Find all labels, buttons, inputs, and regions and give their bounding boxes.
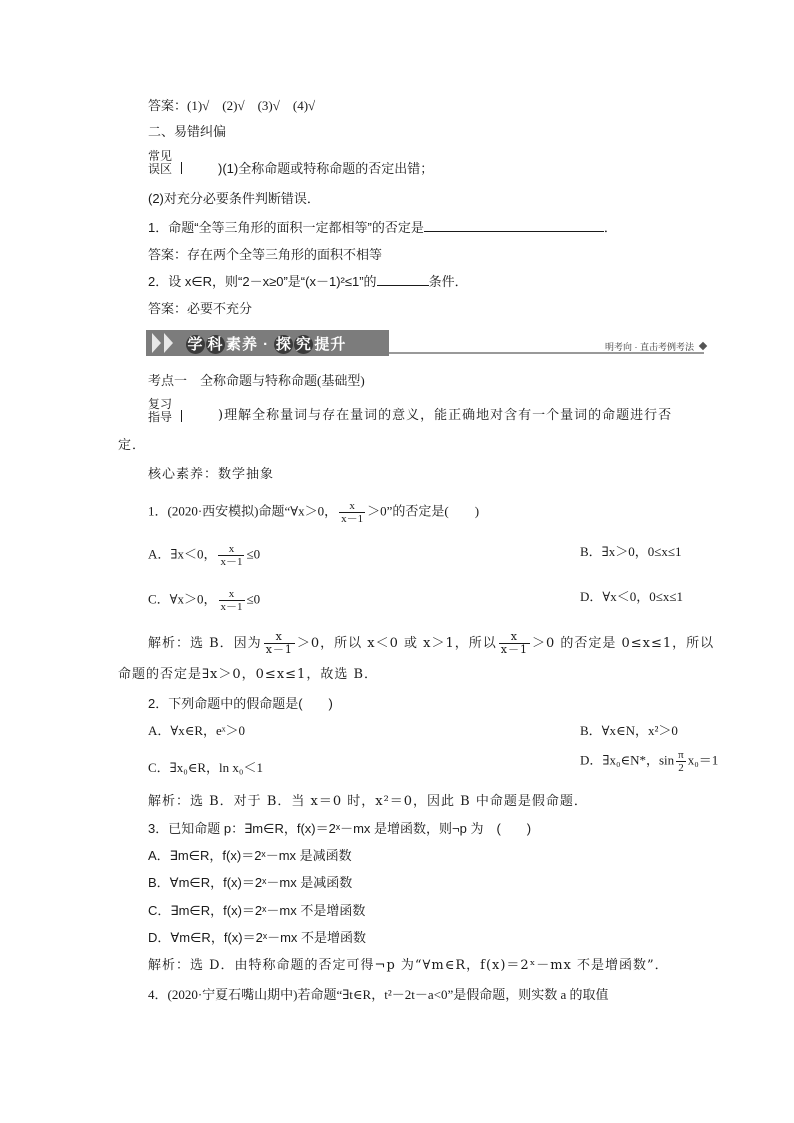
question-2-text: 2．设 x∈R，则“2－x≥0”是“(x－1)²≤1”的: [148, 274, 377, 289]
question-2-answer: 答案：必要不充分: [148, 301, 253, 316]
core-literacy: 核心素养：数学抽象: [148, 467, 275, 482]
answer-line: 答案：(1)√ (2)√ (3)√ (4)√: [148, 98, 316, 113]
question-2-end: 条件．: [428, 274, 468, 289]
banner-subtitle: 明考向 · 直击考例考法: [605, 342, 694, 352]
option-d: D．∀x＜0，0≤x≤1: [580, 589, 684, 604]
answer-blank: [424, 219, 604, 232]
problem-3: 3．已知命题 p：∃m∈R，f(x)＝2ˣ－mx 是增函数，则¬p 为 ( ): [148, 821, 532, 836]
tag-bar: [181, 162, 182, 174]
tag-bar: [181, 410, 182, 422]
fraction: [339, 500, 365, 525]
problem-2: 2．下列命题中的假命题是( ): [148, 696, 333, 711]
denominator: x－1: [220, 601, 243, 613]
problem-1: [148, 500, 479, 525]
answer-blank: [377, 273, 429, 286]
numerator: π: [678, 749, 684, 761]
denominator: x－1: [265, 643, 293, 656]
solution-text: ＞0，所以 x＜0 或 x＞1，所以: [296, 636, 497, 651]
fraction: [218, 543, 244, 568]
problem-1-solution-cont: 命题的否定是∃x＞0，0≤x≤1，故选 B．: [118, 667, 378, 682]
numerator: x: [228, 588, 235, 600]
denominator: x－1: [341, 513, 364, 525]
chevron-icon: [152, 333, 161, 353]
question-1-text: 1．命题“全等三角形的面积一定都相等”的否定是: [148, 220, 424, 235]
option-c: C．∃x₀∈R，ln x₀＜1: [148, 760, 263, 775]
problem-3-solution: 解析：选 D．由特称命题的否定可得¬p 为“∀m∈R，f(x)＝2ˣ－mx 不是增函数”．: [148, 958, 669, 973]
numerator: x: [228, 543, 235, 555]
error-item-2: (2)对充分必要条件判断错误．: [148, 191, 320, 206]
question-1: [148, 219, 617, 237]
option-b: B．∀x∈N，x²＞0: [580, 723, 678, 738]
option-b: B．∃x＞0，0≤x≤1: [580, 544, 682, 559]
review-tag-line1: 复习: [148, 397, 173, 411]
review-tag: [148, 398, 172, 424]
error-tag: [148, 150, 172, 176]
fraction: [499, 631, 530, 656]
review-text: )理解全称量词与存在量词的意义，能正确地对含有一个量词的命题进行否: [218, 408, 673, 423]
numerator: x: [510, 630, 518, 643]
banner-char: 科: [207, 336, 224, 353]
option-a: A．∀x∈R，eˣ＞0: [148, 723, 246, 738]
topic-title: 考点一 全称命题与特称命题(基础型): [148, 373, 365, 388]
problem-1-options-cd: [148, 588, 684, 613]
error-tag-line1: 常见: [148, 149, 173, 163]
banner-mid: 素养 ·: [226, 336, 275, 353]
denominator: x－1: [500, 643, 528, 656]
option-a-post: ≤0: [246, 546, 261, 562]
banner-title: [186, 333, 346, 354]
numerator: x: [275, 630, 283, 643]
option-a: A．∃x＜0，: [148, 546, 217, 562]
chevron-icon: [164, 333, 173, 353]
review-tag-line2: 指导: [148, 410, 173, 424]
option-c: C．∀x＞0，: [148, 591, 217, 607]
problem-4: 4．(2020·宁夏石嘴山期中)若命题“∃t∈R，t²－2t－a<0”是假命题，则实数 a 的取值: [148, 987, 609, 1002]
banner-tail: 提升: [314, 336, 347, 353]
section-banner: [146, 330, 706, 356]
question-1-answer: 答案：存在两个全等三角形的面积不相等: [148, 247, 383, 262]
problem-3-option-c: C．∃m∈R，f(x)＝2ˣ－mx 不是增函数: [148, 903, 366, 918]
option-d: [580, 749, 718, 774]
problem-1-options-ab: [148, 543, 682, 568]
error-tag-line2: 误区: [148, 162, 173, 176]
numerator: x: [349, 500, 355, 512]
problem-1-suffix: ＞0”的否定是( ): [367, 503, 480, 519]
problem-2-options-cd: [148, 749, 719, 777]
problem-3-option-d: D．∀m∈R，f(x)＝2ˣ－mx 不是增函数: [148, 930, 367, 945]
review-text-cont: 定．: [118, 438, 147, 453]
problem-2-solution: 解析：选 B．对于 B．当 x＝0 时，x²＝0，因此 B 中命题是假命题．: [148, 794, 588, 809]
denominator: 2: [678, 762, 684, 774]
option-c-post: ≤0: [246, 591, 261, 607]
problem-3-option-b: B．∀m∈R，f(x)＝2ˣ－mx 是减函数: [148, 875, 353, 890]
error-item-1: )(1)全称命题或特称命题的否定出错；: [218, 161, 434, 176]
fraction: [264, 631, 295, 656]
section-title: 二、易错纠偏: [148, 124, 227, 139]
banner-char: 究: [295, 336, 312, 353]
problem-2-options-ab: [148, 722, 678, 740]
banner-char: 探: [275, 336, 292, 353]
question-1-end: ．: [603, 220, 617, 235]
solution-text: 解析：选 B．因为: [148, 636, 262, 651]
diamond-icon: [699, 342, 707, 350]
problem-1-solution: [148, 631, 714, 656]
problem-3-option-a: A．∃m∈R，f(x)＝2ˣ－mx 是减函数: [148, 848, 352, 863]
denominator: x－1: [220, 556, 243, 568]
problem-1-prefix: 1．(2020·西安模拟)命题“∀x＞0，: [148, 503, 338, 519]
fraction: [676, 749, 686, 774]
fraction: [219, 588, 245, 613]
solution-text: ＞0 的否定是 0≤x≤1，所以: [531, 636, 715, 651]
question-2: [148, 273, 468, 291]
banner-char: 学: [187, 336, 204, 353]
option-d-pre: D．∃x₀∈N*，sin: [580, 752, 675, 768]
option-d-post: x₀＝1: [687, 752, 719, 768]
